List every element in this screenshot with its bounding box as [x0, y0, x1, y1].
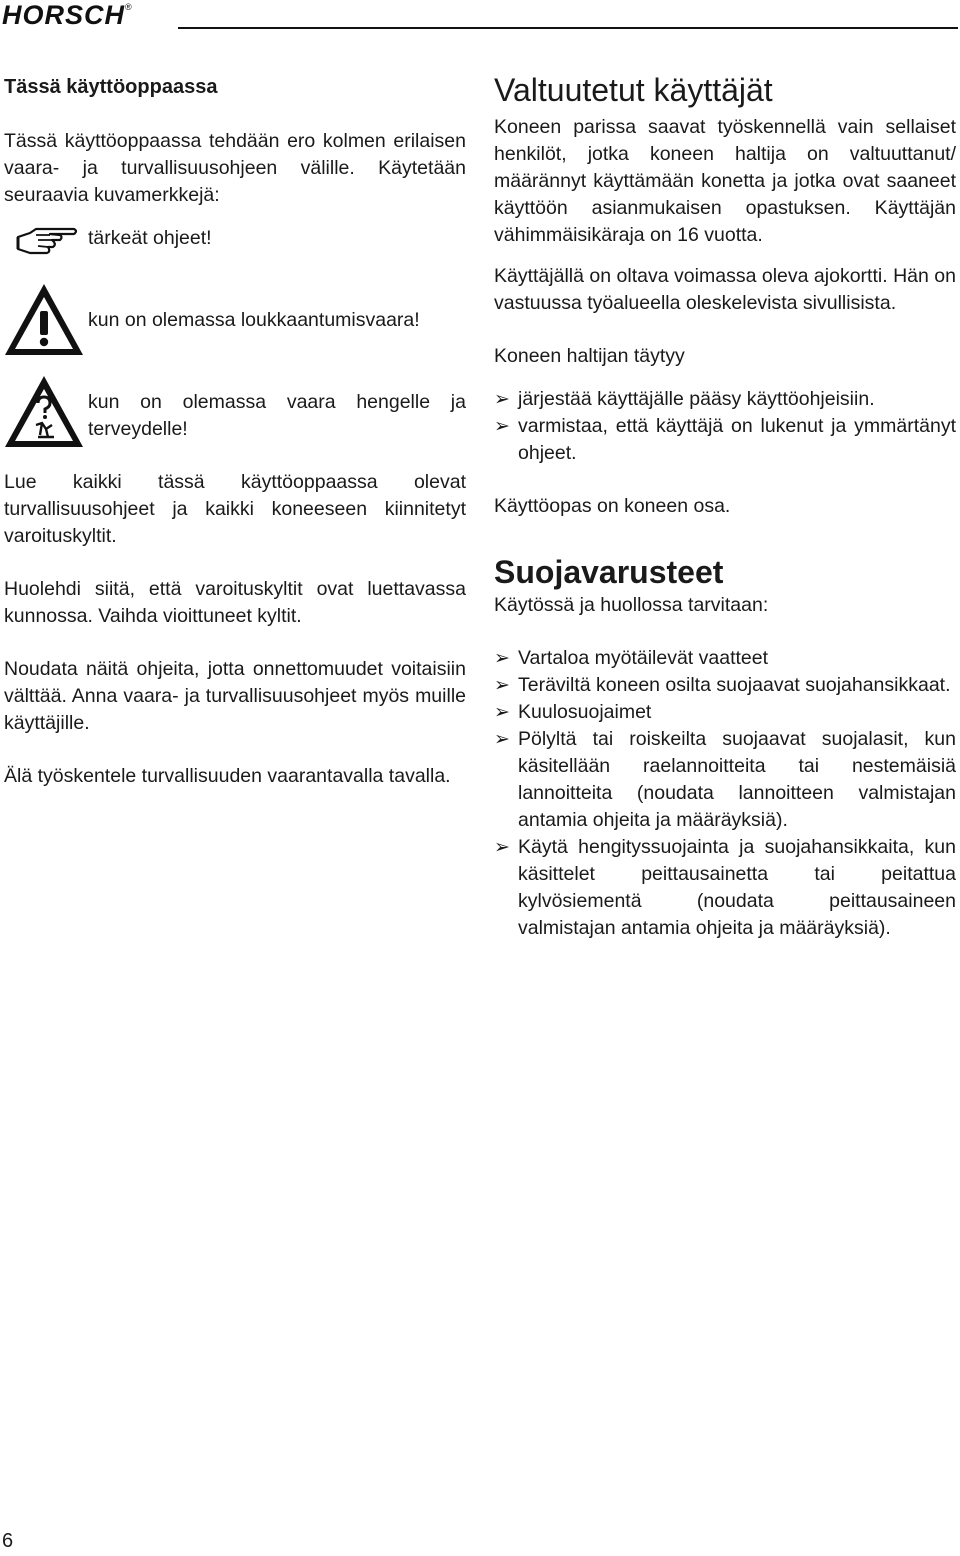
right-paragraph-4: Käyttöopas on koneen osa.: [494, 495, 731, 517]
right-paragraph-3: Koneen haltijan täytyy: [494, 345, 685, 367]
list-item: ➢ Teräviltä koneen osilta suojaavat suojahansikkaat.: [494, 672, 956, 699]
symbol-legend: [4, 223, 466, 455]
page-number: 6: [2, 1530, 14, 1552]
authorized-users-title: Valtuutetut käyttäjät: [494, 72, 773, 108]
arrow-bullet-icon: ➢: [494, 702, 510, 723]
symbol-text-health: kun on olemassa vaara hengelle ja terveydelle!: [88, 391, 466, 440]
left-paragraph-1: Lue kaikki tässä käyttöoppaassa olevat turvallisuusohjeet ja kaikki koneeseen kiinnitetyt varoituskyltit.: [4, 471, 466, 547]
left-heading: Tässä käyttöoppaassa: [4, 76, 218, 98]
list-item: ➢ varmistaa, että käyttäjä on lukenut ja ymmärtänyt ohjeet.: [494, 415, 956, 464]
arrow-bullet-icon: ➢: [494, 416, 510, 437]
symbol-text-injury: kun on olemassa loukkaantumisvaara!: [88, 309, 420, 331]
left-paragraph-3: Noudata näitä ohjeita, jotta onnettomuudet voitaisiin välttää. Anna vaara- ja turvallisuusohjeet myös muille käyttäjille.: [4, 658, 466, 734]
equipment-list: [494, 645, 956, 942]
arrow-bullet-icon: ➢: [494, 675, 510, 696]
owner-duties-list: [494, 386, 956, 467]
arrow-bullet-icon: ➢: [494, 837, 510, 858]
horsch-logo: HORSCH®: [2, 0, 133, 30]
warning-triangle-icon: [2, 281, 86, 364]
page-header: [0, 0, 960, 36]
left-paragraph-4: Älä työskentele turvallisuuden vaarantavalla tavalla.: [4, 765, 451, 787]
symbol-text-important: tärkeät ohjeet!: [88, 227, 212, 249]
health-hazard-triangle-icon: [2, 373, 86, 456]
left-paragraph-2: Huolehdi siitä, että varoituskyltit ovat luettavassa kunnossa. Vaihda vioittuneet kyltit.: [4, 578, 466, 627]
right-paragraph-2: Käyttäjällä on oltava voimassa oleva ajokortti. Hän on vastuussa työalueella oleskelevista sivullisista.: [494, 265, 956, 314]
list-item: ➢ Pölyltä tai roiskeilta suojaavat suojalasit, kun käsitellään raelannoitteita tai nestemäisiä lannoitteita (noudata lannoitteen valmistajan antamia ohjeita ja määräyksiä).: [494, 728, 956, 831]
arrow-bullet-icon: ➢: [494, 729, 510, 750]
list-item: ➢ Kuulosuojaimet: [494, 699, 956, 726]
list-item: ➢ Vartaloa myötäilevät vaatteet: [494, 645, 956, 672]
right-column: [494, 70, 956, 942]
left-column: [4, 70, 466, 790]
arrow-bullet-icon: ➢: [494, 389, 510, 410]
right-paragraph-1: Koneen parissa saavat työskennellä vain sellaiset henkilöt, jotka koneen haltija on valtuuttanut/ määrännyt käyttämään konetta ja jotka ovat saaneet käyttöön asianmukaisen opastuksen. Käyttäjän vähimmäisikäraja on 16 vuotta.: [494, 116, 956, 246]
list-item: ➢ järjestää käyttäjälle pääsy käyttöohjeisiin.: [494, 386, 956, 413]
pointing-hand-icon: [16, 223, 78, 266]
intro-paragraph: Tässä käyttöoppaassa tehdään ero kolmen erilaisen vaara- ja turvallisuusohjeen välille. Käytetään seuraavia kuvamerkkejä:: [4, 130, 466, 206]
protective-equipment-title: Suojavarusteet: [494, 554, 724, 590]
arrow-bullet-icon: ➢: [494, 648, 510, 669]
list-item: ➢ Käytä hengityssuojainta ja suojahansikkaita, kun käsittelet peittausainetta tai peitattua kylvösiementä (noudata peittausaineen valmistajan antamia ohjeita ja määräyksiä).: [494, 836, 956, 939]
right-paragraph-5: Käytössä ja huollossa tarvitaan:: [494, 594, 769, 616]
header-rule: [178, 27, 958, 29]
